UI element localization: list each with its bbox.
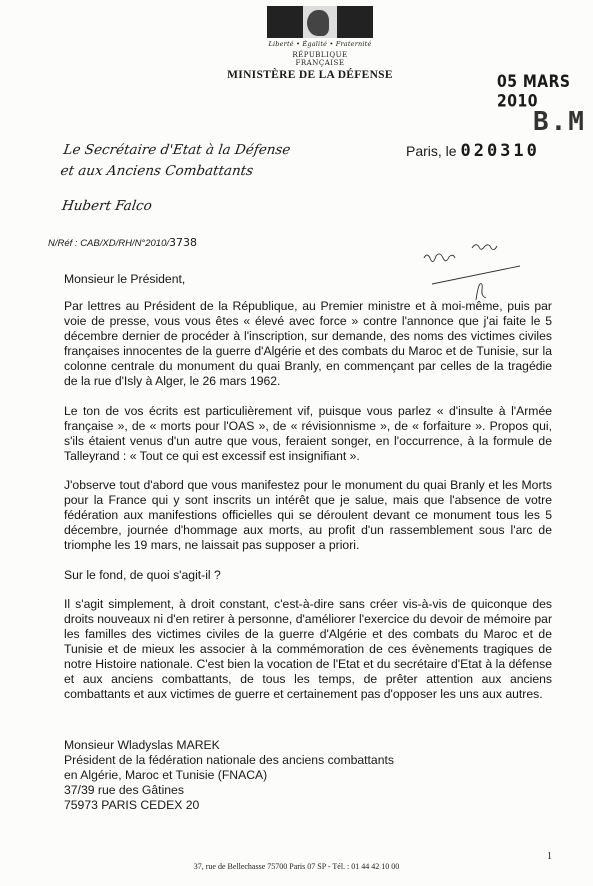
recipient-line: 75973 PARIS CEDEX 20 xyxy=(64,798,200,812)
paragraph-4: Sur le fond, de quoi s'agit-il ? xyxy=(64,567,221,582)
paragraph-3: J'observe tout d'abord que vous manifestez pour le monument du quai Branly et les Morts pour la France qui y sont inscrits un intérêt que je salue, mais que l'absence de votre fédération aux manifestions officielles qui se déroulent devant ce monument tous les 5 décembre, journée d'hommage aux morts, au profit d'un rassemblement sous l'arc de triomphe les 19 mars, ne laissait pas supposer a priori. xyxy=(64,478,552,552)
paragraph-1: Par lettres au Président de la République, au Premier ministre et à moi-même, puis par voie de presse, vous vous êtes « élevé avec force » contre l'annonce que j'ai faite le 5 décembre dernier de procéder à l'inscription, sur demande, des noms des victimes civiles françaises innocentes de la guerre d'Algérie et des combats du Maroc et de Tunisie, sur la colonne centrale du monument du quai Branly, en commençant par celles de la tragédie de la rue d'Isly à Alger, le 26 mars 1962. xyxy=(64,299,552,388)
recipient-address xyxy=(64,738,394,813)
place-date xyxy=(406,141,540,161)
initials-stamp: B.M xyxy=(533,107,586,137)
recipient-line: en Algérie, Maroc et Tunisie (FNACA) xyxy=(64,768,268,782)
letter-date: 020310 xyxy=(460,141,540,161)
reference-label: N/Réf : CAB/XD/RH/N°2010/ xyxy=(48,238,170,249)
sender-title-line1: Le Secrétaire d'Etat à la Défense xyxy=(62,142,292,158)
reference-number: 3738 xyxy=(169,236,198,249)
page-number: 1 xyxy=(547,851,552,862)
republic-name: RÉPUBLIQUE FRANÇAISE xyxy=(292,51,348,67)
sender-title xyxy=(59,140,292,182)
marianne-logo xyxy=(267,6,373,67)
republic-motto: Liberté • Égalité • Fraternité xyxy=(268,40,372,48)
recipient-line: Président de la fédération nationale des anciens combattants xyxy=(64,753,394,767)
received-date-stamp: 05 MARS 2010 xyxy=(497,72,571,112)
sender-title-line2: et aux Anciens Combattants xyxy=(59,163,255,179)
recipient-line: Monsieur Wladyslas MAREK xyxy=(64,738,220,752)
place-label: Paris, le xyxy=(406,143,457,159)
recipient-line: 37/39 rue des Gâtines xyxy=(64,783,184,797)
footer-address: 37, rue de Bellechasse 75700 Paris 07 SP - Tél. : 01 44 42 10 00 xyxy=(193,862,400,871)
salutation: Monsieur le Président, xyxy=(64,272,186,286)
letter-body xyxy=(64,272,552,717)
paragraph-2: Le ton de vos écrits est particulièrement vif, puisque vous parlez « d'insulte à l'Armée française », de « morts pour l'OAS », de « révisionnisme », de « forfaiture ». Propos qui, s'ils étaient venus d'un autre que vous, feraient songer, en l'occurrence, à la formule de Talleyrand : « Tout ce qui est excessif est insignifiant ». xyxy=(64,403,552,463)
paragraph-5: Il s'agit simplement, à droit constant, c'est-à-dire sans créer vis-à-vis de quiconque des droits nouveaux ni d'en retirer à personne, d'améliorer l'exercice du devoir de mémoire par les familles des victimes civiles de la guerre d'Algérie et des combats du Maroc et de Tunisie et de mieux les associer à la commémoration de ces évènements tragiques de notre Histoire nationale. C'est bien la vocation de l'Etat et du secrétaire d'Etat à la défense et aux anciens combattants, de tous les temps, de prêter attention aux anciens combattants et aux victimes de guerre et certainement pas d'opposer les uns aux autres. xyxy=(64,597,552,701)
ministry-title: MINISTÈRE DE LA DÉFENSE xyxy=(227,69,393,81)
sender-name: Hubert Falco xyxy=(60,198,153,214)
reference-line xyxy=(48,236,197,249)
marianne-emblem-icon xyxy=(267,6,373,38)
